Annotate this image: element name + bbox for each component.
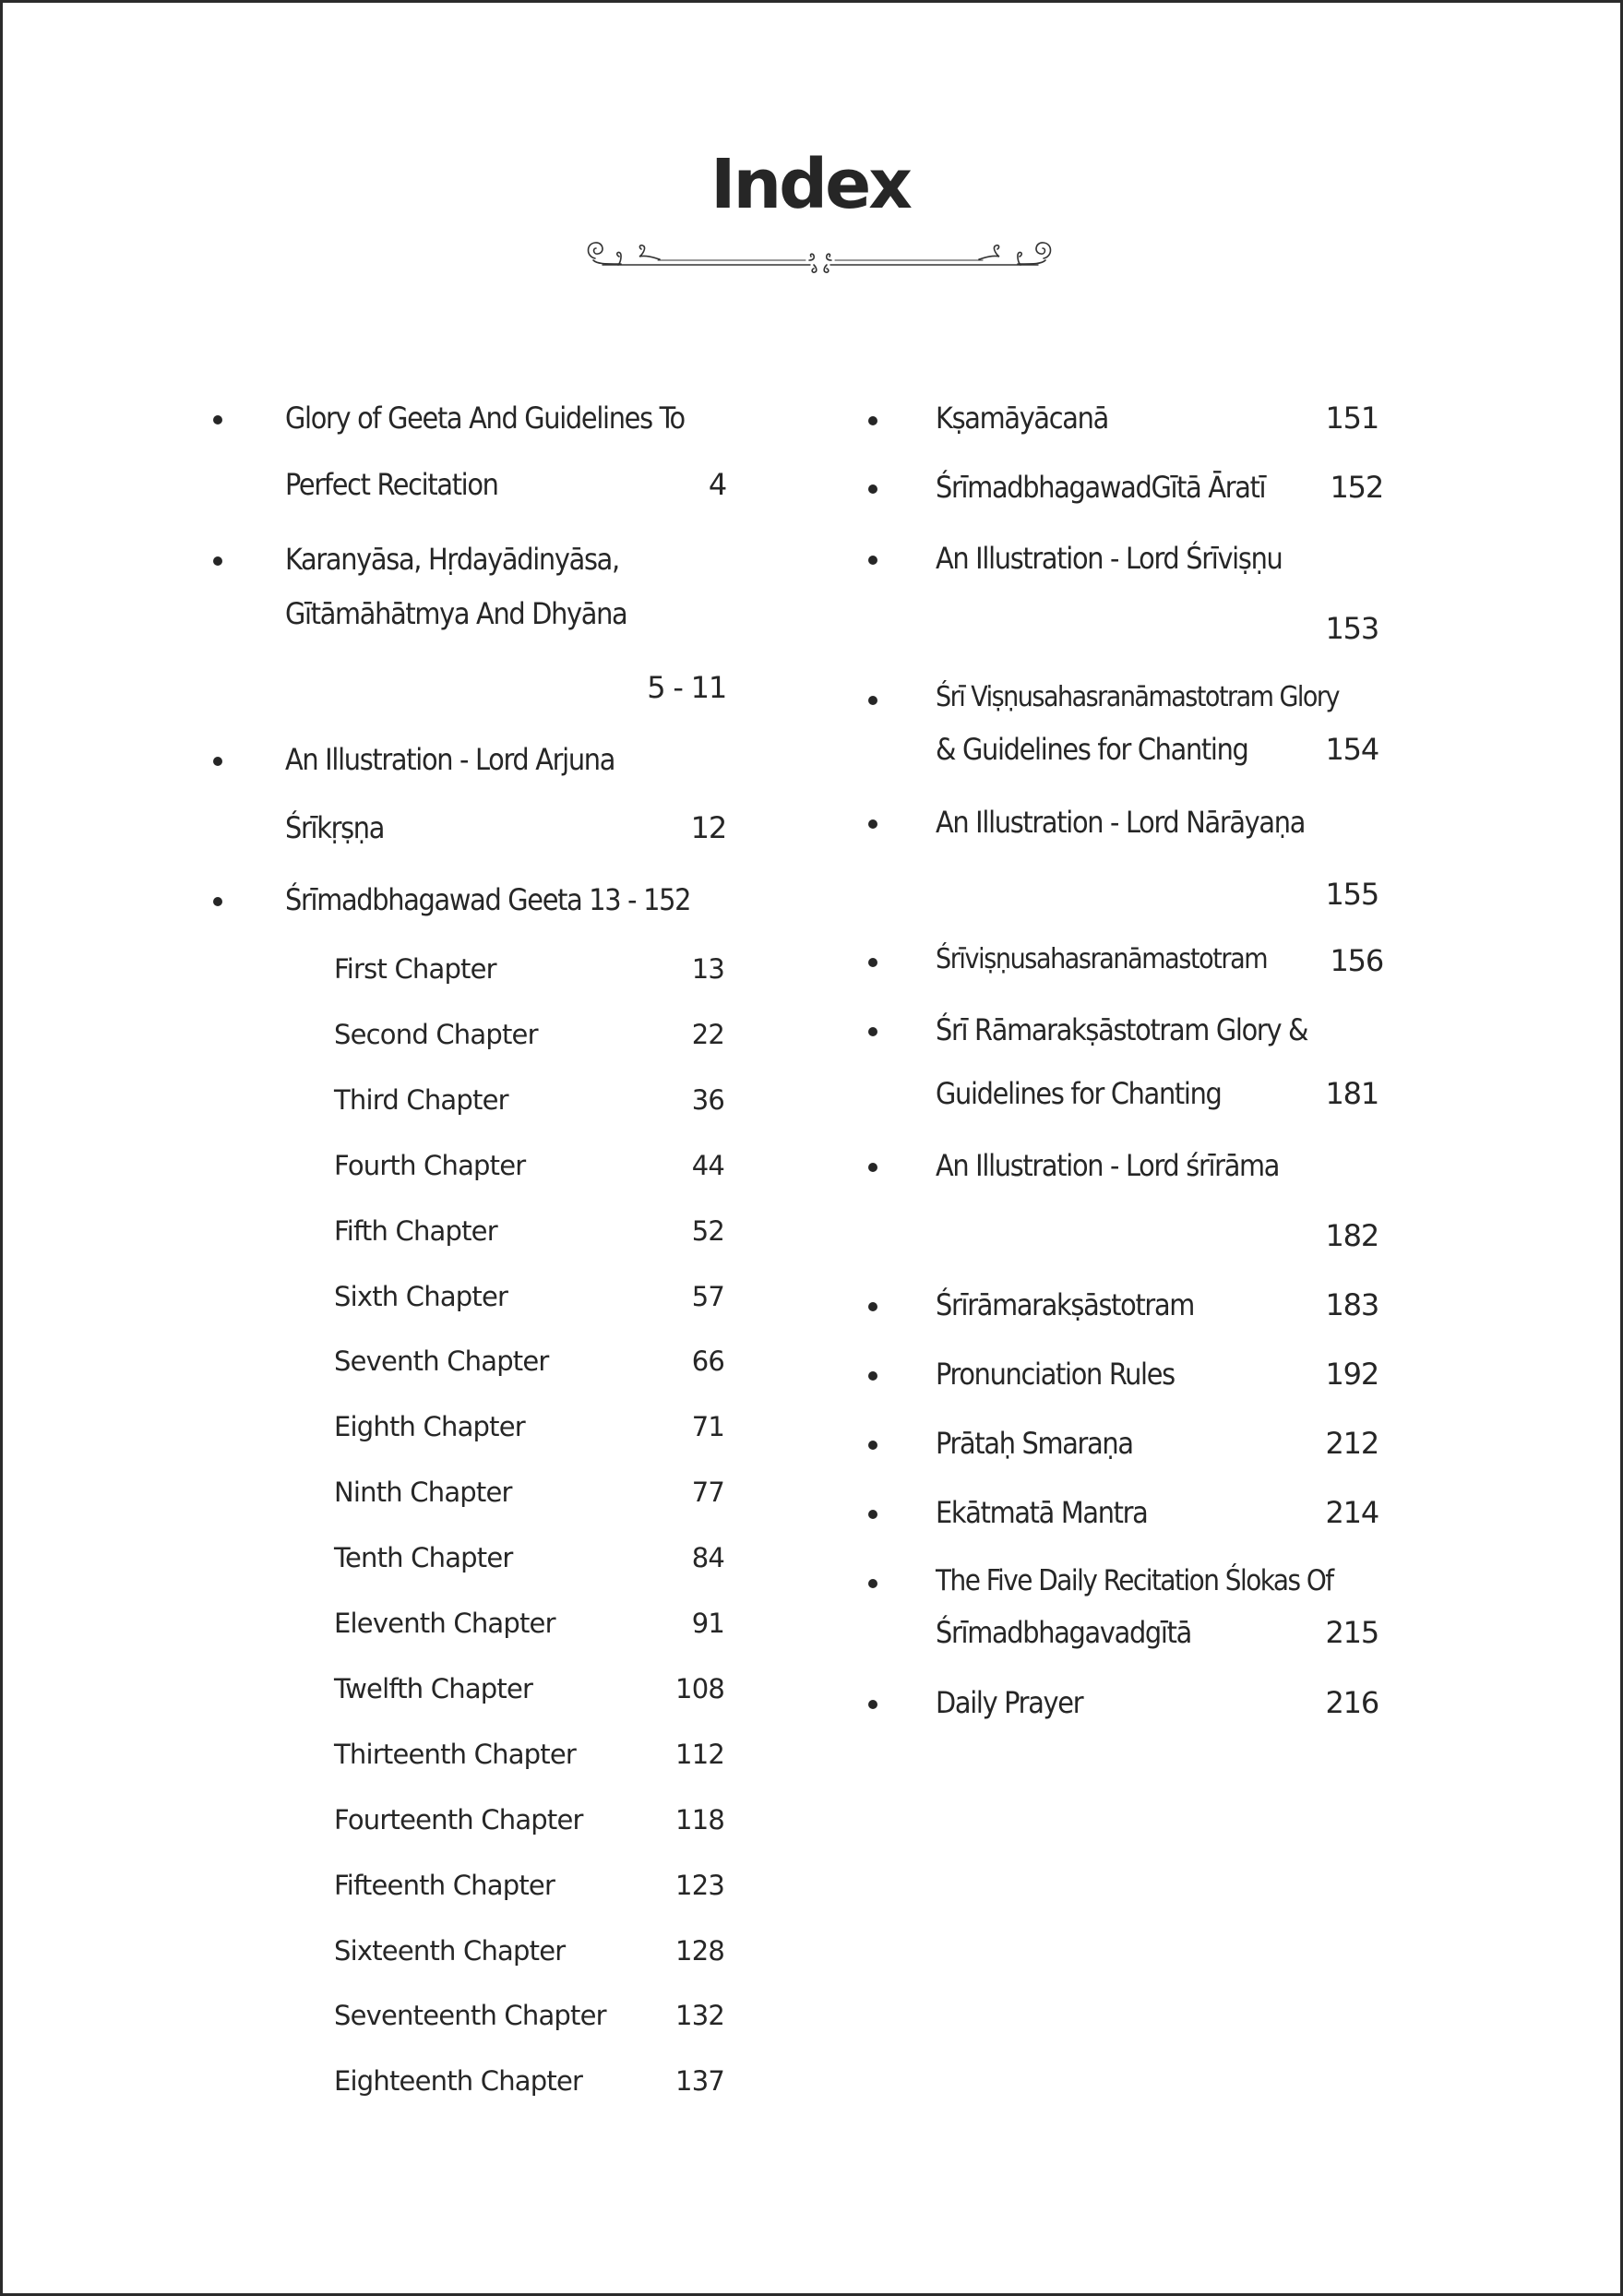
entry-title-line: Gītāmāhātmya And Dhyāna [285,596,627,631]
entry-page-number: 5 - 11 [647,670,726,705]
chapter-label: Sixteenth Chapter [334,1935,566,1967]
entry-title-line: Śrī Viṣṇusahasranāmastotram Glory [936,681,1339,713]
chapter-label: Second Chapter [334,1019,538,1050]
bullet-icon [868,556,877,565]
entry-page-number: 4 [708,467,726,502]
entry-page-number: 216 [1325,1685,1378,1720]
entry-title-line: Pronunciation Rules [936,1357,1175,1392]
bullet-icon [868,819,877,829]
entry-title-line: Ekātmatā Mantra [936,1495,1148,1530]
entry-page-number: 152 [1330,470,1383,505]
chapter-page-number: 36 [691,1084,724,1116]
bullet-icon [868,484,877,494]
chapter-page-number: 57 [691,1281,724,1312]
bullet-icon [868,1441,877,1450]
entry-title-line: An Illustration - Lord Nārāyaṇa [936,805,1306,840]
chapter-label: Twelfth Chapter [334,1673,533,1704]
bullet-icon [868,1027,877,1036]
bullet-icon [868,1371,877,1381]
chapter-label: Thirteenth Chapter [334,1739,577,1770]
bullet-icon [868,416,877,425]
chapter-label: Ninth Chapter [334,1477,512,1508]
chapter-page-number: 52 [691,1215,724,1247]
chapter-label: Fifteenth Chapter [334,1870,555,1901]
chapter-page-number: 132 [675,2000,724,2031]
chapter-label: Third Chapter [334,1084,508,1116]
chapter-page-number: 84 [691,1542,724,1573]
chapter-page-number: 22 [691,1019,724,1050]
entry-title-line: Śrīmadbhagavadgītā [936,1615,1191,1650]
entry-title-line: Perfect Recitation [285,467,498,502]
chapter-page-number: 77 [691,1477,724,1508]
chapter-label: Seventh Chapter [334,1345,549,1377]
title-ornament-divider [584,238,1055,275]
entry-title-line: An Illustration - Lord Śrīviṣṇu [936,541,1283,576]
entry-title-line: Śrīrāmarakṣāstotram [936,1287,1195,1322]
entry-title-line: An Illustration - Lord śrīrāma [936,1148,1280,1183]
chapter-label: Seventeenth Chapter [334,2000,606,2031]
bullet-icon [868,1579,877,1588]
bullet-icon [868,696,877,705]
chapter-label: Eighteenth Chapter [334,2065,583,2097]
entry-page-number: 183 [1325,1287,1378,1322]
chapter-page-number: 137 [675,2065,724,2097]
entry-page-number: 212 [1325,1426,1378,1461]
entry-page-number: 156 [1330,943,1383,978]
entry-page-number: 12 [690,810,726,845]
bullet-icon [868,958,877,967]
chapter-page-number: 66 [691,1345,724,1377]
entry-title-line: Kṣamāyācanā [936,401,1108,436]
entry-title-line: An Illustration - Lord Arjuna [285,742,615,777]
chapter-page-number: 44 [691,1150,724,1181]
chapter-label: Eighth Chapter [334,1411,525,1442]
chapter-page-number: 13 [691,953,724,985]
entry-page-number: 153 [1325,611,1378,646]
entry-title-line: Śrīmadbhagawad Geeta 13 - 152 [285,882,691,917]
entry-title-line: Guidelines for Chanting [936,1076,1222,1111]
entry-page-number: 155 [1325,877,1378,912]
entry-page-number: 182 [1325,1218,1378,1253]
entry-page-number: 215 [1325,1615,1378,1650]
bullet-icon [868,1510,877,1519]
chapter-page-number: 123 [675,1870,724,1901]
chapter-label: Tenth Chapter [334,1542,513,1573]
bullet-icon [213,757,222,766]
bullet-icon [868,1302,877,1311]
entry-title-line: Śrīviṣṇusahasranāmastotram [936,943,1268,975]
chapter-page-number: 112 [675,1739,724,1770]
chapter-label: Fifth Chapter [334,1215,497,1247]
page-title: Index [710,145,911,224]
entry-title-line: Glory of Geeta And Guidelines To [285,401,685,436]
entry-page-number: 151 [1325,401,1378,436]
chapter-label: First Chapter [334,953,496,985]
chapter-label: Fourteenth Chapter [334,1804,583,1836]
bullet-icon [868,1700,877,1709]
bullet-icon [868,1163,877,1172]
entry-title-line: ŚrīmadbhagawadGītā Āratī [936,470,1266,505]
chapter-label: Sixth Chapter [334,1281,508,1312]
entry-page-number: 154 [1325,732,1378,767]
entry-title-line: The Five Daily Recitation Ślokas Of [936,1564,1333,1597]
entry-title-line: Karanyāsa, Hṛdayādinyāsa, [285,542,619,577]
chapter-page-number: 108 [675,1673,724,1704]
entry-title-line: Śrī Rāmarakṣāstotram Glory & [936,1012,1308,1047]
entry-page-number: 214 [1325,1495,1378,1530]
chapter-page-number: 118 [675,1804,724,1836]
chapter-page-number: 71 [691,1411,724,1442]
entry-title-line: Daily Prayer [936,1685,1083,1720]
chapter-page-number: 128 [675,1935,724,1967]
entry-title-line: Śrīkṛṣṇa [285,810,385,845]
bullet-icon [213,556,222,566]
entry-title-line: & Guidelines for Chanting [936,732,1248,767]
bullet-icon [213,415,222,425]
chapter-page-number: 91 [691,1608,724,1639]
entry-page-number: 192 [1325,1357,1378,1392]
bullet-icon [213,897,222,906]
entry-page-number: 181 [1325,1076,1378,1111]
entry-title-line: Prātaḥ Smaraṇa [936,1426,1133,1461]
chapter-label: Fourth Chapter [334,1150,526,1181]
chapter-label: Eleventh Chapter [334,1608,555,1639]
